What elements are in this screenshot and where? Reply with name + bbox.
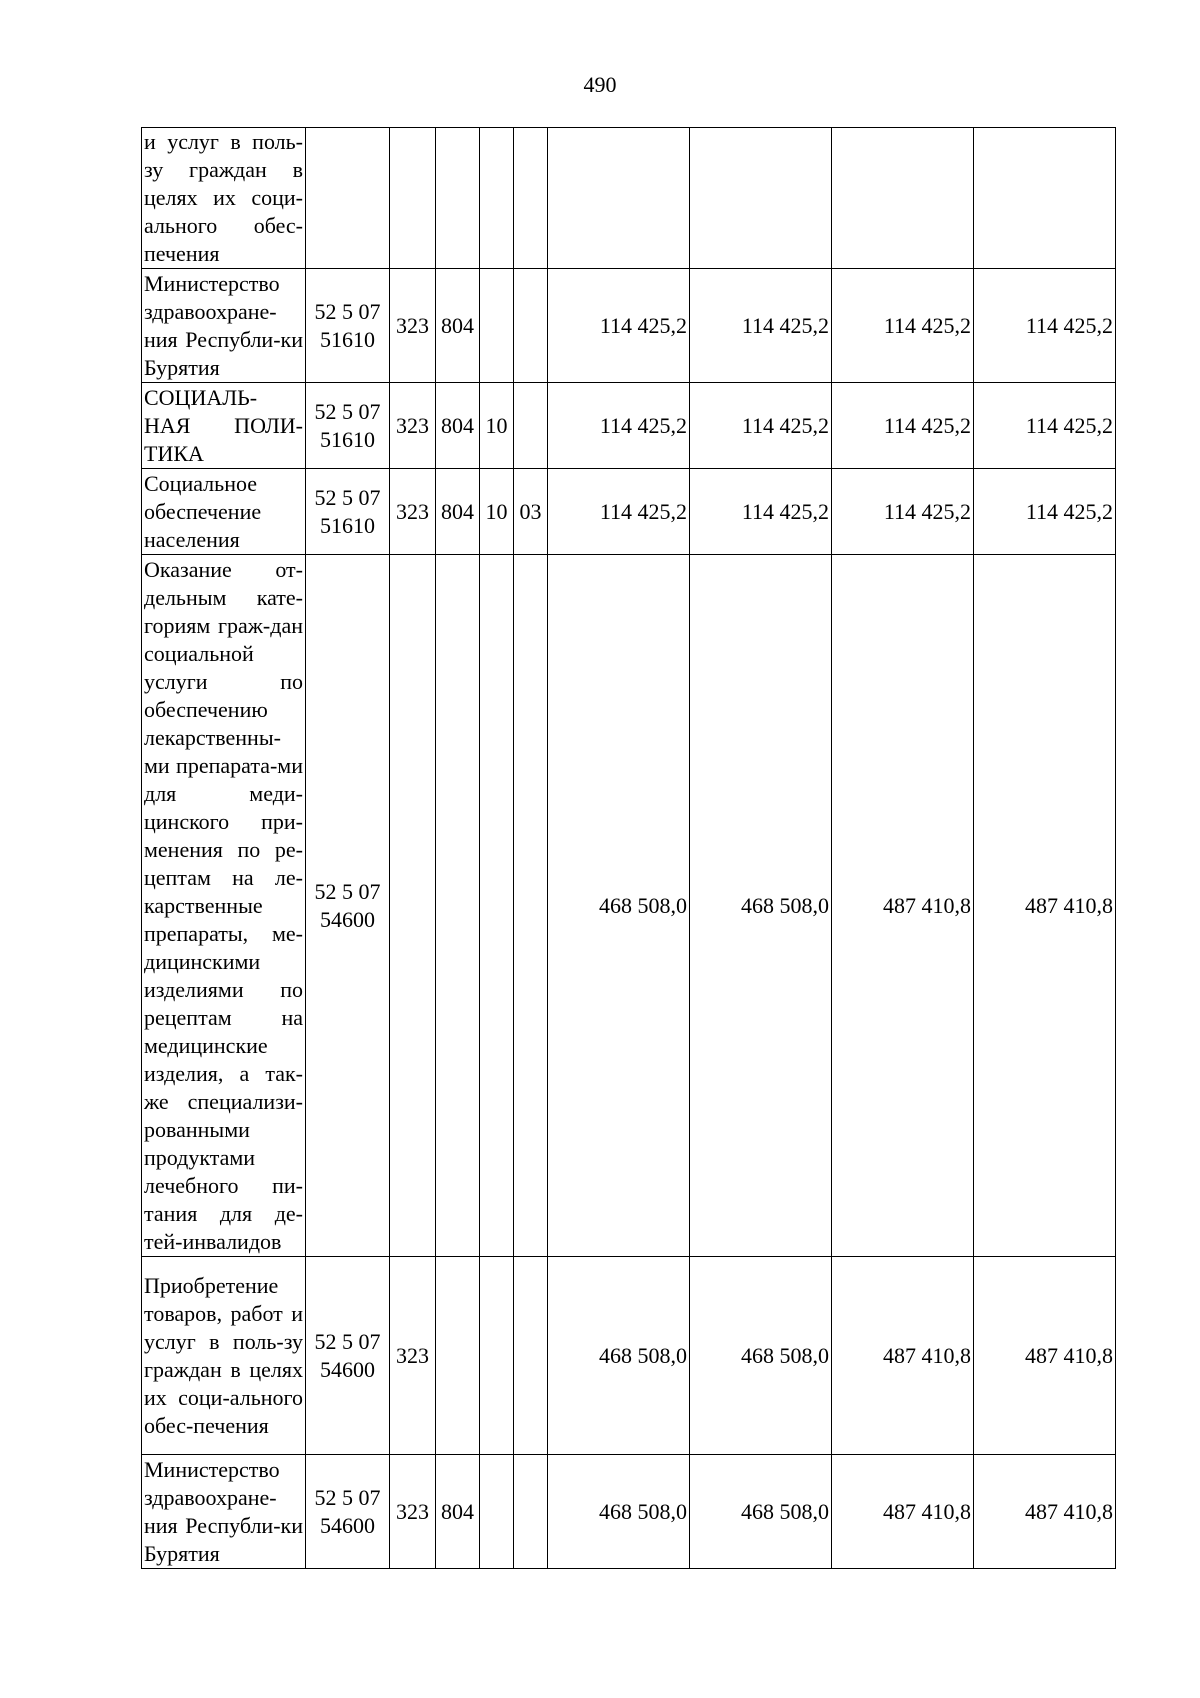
- subsection-code: [514, 383, 548, 469]
- target-code: [306, 128, 390, 269]
- subsection-code: 03: [514, 469, 548, 555]
- budget-table: [141, 127, 1116, 1569]
- amount-2: 468 508,0: [690, 555, 832, 1257]
- amount-1: 114 425,2: [548, 383, 690, 469]
- table-row: [142, 128, 1116, 269]
- amount-2: 114 425,2: [690, 469, 832, 555]
- subsection-code: [514, 269, 548, 383]
- expense-type: [390, 128, 436, 269]
- row-name: Министерство здравоохране-ния Республи-ки Бурятия: [142, 1455, 306, 1569]
- ministry-code: 804: [436, 383, 480, 469]
- target-code: 52 5 07 54600: [306, 1257, 390, 1455]
- amount-4: 487 410,8: [974, 555, 1116, 1257]
- amount-3: 487 410,8: [832, 555, 974, 1257]
- amount-2: 468 508,0: [690, 1455, 832, 1569]
- section-code: [480, 1257, 514, 1455]
- page-number: 490: [583, 72, 617, 97]
- ministry-code: 804: [436, 469, 480, 555]
- amount-4: [974, 128, 1116, 269]
- amount-4: 114 425,2: [974, 269, 1116, 383]
- section-code: [480, 555, 514, 1257]
- amount-3: 487 410,8: [832, 1455, 974, 1569]
- section-code: 10: [480, 469, 514, 555]
- amount-1: 468 508,0: [548, 1257, 690, 1455]
- ministry-code: [436, 1257, 480, 1455]
- subsection-code: [514, 128, 548, 269]
- ministry-code: [436, 555, 480, 1257]
- amount-1: 468 508,0: [548, 555, 690, 1257]
- section-code: [480, 128, 514, 269]
- amount-1: 114 425,2: [548, 469, 690, 555]
- subsection-code: [514, 1455, 548, 1569]
- amount-3: 114 425,2: [832, 269, 974, 383]
- amount-4: 487 410,8: [974, 1455, 1116, 1569]
- ministry-code: 804: [436, 269, 480, 383]
- amount-1: [548, 128, 690, 269]
- amount-2: [690, 128, 832, 269]
- expense-type: 323: [390, 1455, 436, 1569]
- table-row: [142, 269, 1116, 383]
- target-code: 52 5 07 51610: [306, 269, 390, 383]
- ministry-code: [436, 128, 480, 269]
- amount-1: 468 508,0: [548, 1455, 690, 1569]
- section-code: 10: [480, 383, 514, 469]
- row-name: Министерство здравоохране-ния Республи-ки Бурятия: [142, 269, 306, 383]
- row-name: СОЦИАЛЬ-НАЯ ПОЛИ-ТИКА: [142, 383, 306, 469]
- amount-2: 114 425,2: [690, 269, 832, 383]
- ministry-code: 804: [436, 1455, 480, 1569]
- amount-3: 114 425,2: [832, 469, 974, 555]
- expense-type: [390, 555, 436, 1257]
- section-code: [480, 1455, 514, 1569]
- subsection-code: [514, 1257, 548, 1455]
- amount-4: 114 425,2: [974, 469, 1116, 555]
- amount-4: 114 425,2: [974, 383, 1116, 469]
- table-row: [142, 1455, 1116, 1569]
- row-name: Социальное обеспечение населения: [142, 469, 306, 555]
- target-code: 52 5 07 51610: [306, 383, 390, 469]
- amount-1: 114 425,2: [548, 269, 690, 383]
- amount-3: [832, 128, 974, 269]
- row-name: и услуг в поль-зу граждан в целях их соци-ального обес-печения: [142, 128, 306, 269]
- section-code: [480, 269, 514, 383]
- table-row: [142, 469, 1116, 555]
- table-row: [142, 555, 1116, 1257]
- expense-type: 323: [390, 383, 436, 469]
- target-code: 52 5 07 54600: [306, 1455, 390, 1569]
- target-code: 52 5 07 54600: [306, 555, 390, 1257]
- amount-3: 487 410,8: [832, 1257, 974, 1455]
- expense-type: 323: [390, 269, 436, 383]
- subsection-code: [514, 555, 548, 1257]
- amount-2: 114 425,2: [690, 383, 832, 469]
- table-row: [142, 1257, 1116, 1455]
- table-row: [142, 383, 1116, 469]
- row-name: Приобретение товаров, работ и услуг в поль-зу граждан в целях их соци-ального обес-печения: [142, 1257, 306, 1455]
- amount-4: 487 410,8: [974, 1257, 1116, 1455]
- expense-type: 323: [390, 469, 436, 555]
- amount-2: 468 508,0: [690, 1257, 832, 1455]
- expense-type: 323: [390, 1257, 436, 1455]
- target-code: 52 5 07 51610: [306, 469, 390, 555]
- amount-3: 114 425,2: [832, 383, 974, 469]
- row-name: Оказание от-дельным кате-гориям граж-дан социальной услуги по обеспечению лекарственны-ми препарата-ми для меди-цинского при-менения по ре-цептам на ле-карственные препараты, ме-дицинскими изделиями по рецептам на медицинские изделия, а так-же специализи-рованными продуктами лечебного пи-тания для де-тей-инвалидов: [142, 555, 306, 1257]
